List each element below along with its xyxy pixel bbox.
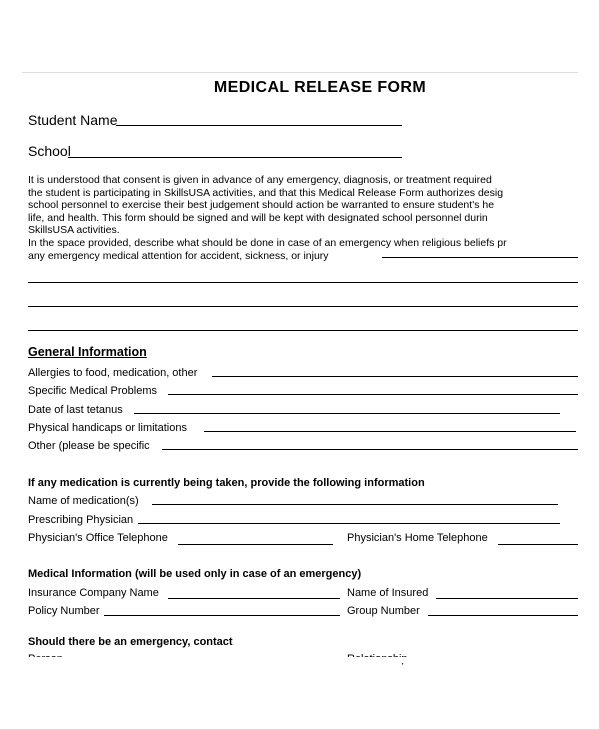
allergies-field[interactable] <box>212 376 578 377</box>
tetanus-label: Date of last tetanus <box>28 404 123 416</box>
consent-line: SkillsUSA activities. <box>28 224 120 237</box>
medication-heading: If any medication is currently being taken, provide the following information <box>28 477 425 489</box>
name-of-insured-label: Name of Insured <box>347 587 429 599</box>
form-title: MEDICAL RELEASE FORM <box>213 79 427 96</box>
emergency-contact-heading: Should there be an emergency, contact <box>28 636 233 648</box>
general-information-heading: General Information <box>28 345 147 359</box>
religious-beliefs-line[interactable] <box>28 306 578 307</box>
medical-information-heading: Medical Information (will be used only in case of an emergency) <box>28 568 362 580</box>
home-phone-label: Physician's Home Telephone <box>347 532 488 544</box>
allergies-label: Allergies to food, medication, other <box>28 367 198 379</box>
student-name-field[interactable] <box>116 125 402 126</box>
other-field[interactable] <box>162 449 578 450</box>
home-phone-field[interactable] <box>498 544 578 545</box>
prescribing-physician-label: Prescribing Physician <box>28 514 134 526</box>
tetanus-field[interactable] <box>134 413 560 414</box>
insurance-company-field[interactable] <box>168 598 340 599</box>
religious-beliefs-line[interactable] <box>28 282 578 283</box>
religious-beliefs-line[interactable] <box>28 330 578 331</box>
religious-beliefs-field[interactable] <box>382 257 578 258</box>
school-field[interactable] <box>68 157 402 158</box>
other-label: Other (please be specific <box>28 440 150 452</box>
consent-line: It is understood that consent is given in advance of any emergency, diagnosis, or treatment required <box>28 174 492 186</box>
medication-name-label: Name of medication(s) <box>28 495 139 507</box>
prescribing-physician-field[interactable] <box>138 523 560 524</box>
medical-problems-field[interactable] <box>168 394 578 395</box>
medication-name-field[interactable] <box>152 504 558 505</box>
office-phone-field[interactable] <box>178 544 333 545</box>
school-label: School <box>28 143 71 159</box>
consent-paragraph <box>28 174 600 262</box>
page-crop-mask <box>22 657 442 663</box>
consent-line: life, and health. This form should be signed and will be kept with designated school personnel durin <box>28 211 488 224</box>
handicaps-label: Physical handicaps or limitations <box>28 422 187 434</box>
office-phone-label: Physician's Office Telephone <box>28 532 168 544</box>
consent-line: school personnel to exercise their best judgement should action be warranted to ensure student's he <box>28 199 495 212</box>
policy-number-field[interactable] <box>104 615 340 616</box>
insurance-company-label: Insurance Company Name <box>28 587 159 599</box>
consent-line: the student is participating in SkillsUSA activities, and that this Medical Release Form authorizes desig <box>28 186 504 199</box>
consent-line: any emergency medical attention for accident, sickness, or injury <box>28 249 329 262</box>
consent-line: In the space provided, describe what should be done in case of an emergency when religious beliefs pr <box>28 236 507 249</box>
medical-problems-label: Specific Medical Problems <box>28 385 157 397</box>
group-number-label: Group Number <box>347 605 420 617</box>
handicaps-field[interactable] <box>204 431 576 432</box>
group-number-field[interactable] <box>428 615 578 616</box>
name-of-insured-field[interactable] <box>436 598 578 599</box>
policy-number-label: Policy Number <box>28 605 100 617</box>
header-divider <box>22 72 578 73</box>
student-name-label: Student Name <box>28 112 118 128</box>
